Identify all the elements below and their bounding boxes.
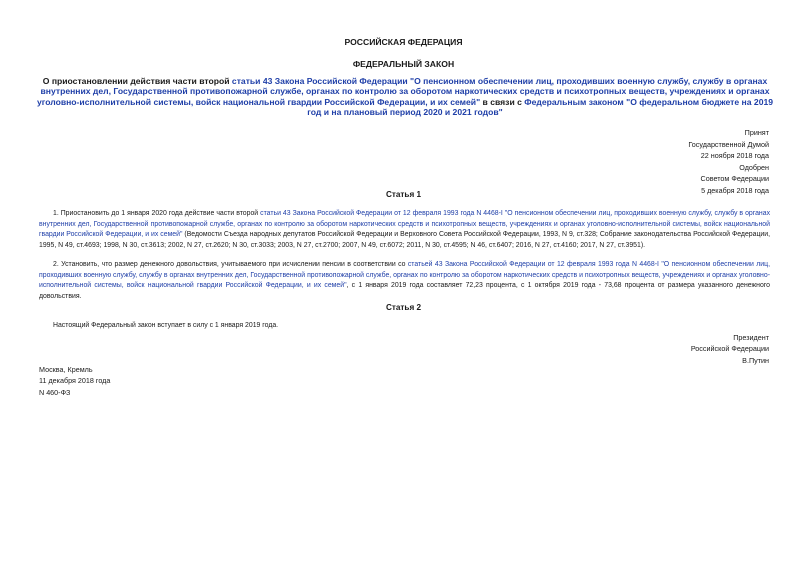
council-label: Советом Федерации	[700, 174, 769, 184]
signature-block	[691, 332, 769, 366]
adoption-block	[688, 127, 769, 197]
adopted-label: Принят	[744, 128, 769, 137]
duma-date: 22 ноября 2018 года	[700, 151, 769, 161]
place-date-block	[39, 364, 110, 398]
law-number: N 460-ФЗ	[39, 387, 71, 397]
law-title-link-article-43[interactable]: статьи 43 Закона Российской Федерации "О пенсионном обеспечении лиц, проходивших военную службу, службу в органах внутренних дел, Государственной противопожарной службе, органах по контролю за оборотом наркотических средств и психотропных веществ, учреждениях и органах уголовно-исполнительной системы, войск национальной гвардии Российской Федерации, и их семей"	[36, 76, 770, 107]
law-title-link-budget-law[interactable]: Федеральным законом "О федеральном бюджете на 2019 год и на плановый период 2020 и 2021 годов"	[307, 96, 774, 118]
duma-label: Государственной Думой	[688, 139, 769, 149]
law-type-heading: ФЕДЕРАЛЬНЫЙ ЗАКОН	[352, 59, 455, 69]
article-2-title: Статья 2	[385, 303, 422, 312]
paragraph-2-text-start: 2. Установить, что размер денежного довольствия, учитываемого при исчислении пенсии в соответствии со	[53, 261, 408, 268]
signer-name: В.Путин	[742, 355, 769, 365]
article-1-paragraph-2	[39, 260, 770, 302]
paragraph-2-text-end: , с 1 января 2019 года составляет 72,23 процента, с 1 октября 2019 года - 73,68 процента от размера указанного денежного довольствия.	[39, 282, 771, 300]
law-title-text-1: О приостановлении действия части второй	[42, 76, 232, 86]
article-1-title: Статья 1	[385, 190, 422, 199]
approved-label: Одобрен	[739, 162, 769, 172]
paragraph-1-text-start: 1. Приостановить до 1 января 2020 года действие части второй	[53, 210, 261, 217]
law-title-text-2: в связи с	[480, 96, 525, 107]
council-date: 5 декабря 2018 года	[701, 185, 769, 195]
paragraph-1-link-article-43[interactable]: статьи 43 Закона Российской Федерации от 12 февраля 1993 года N 4468-I "О пенсионном обеспечении лиц, проходивших военную службу, службу в органах внутренних дел, Государственной противопожарной службе, органах по контролю за оборотом наркотических средств и психотропных веществ, учреждениях и органах уголовно-исполнительной системы, войск национальной гвардии Российской Федерации, и их семей"	[39, 210, 771, 239]
law-title	[36, 76, 774, 118]
article-1-paragraph-1	[39, 209, 770, 251]
paragraph-2-link-article-43[interactable]: статьей 43 Закона Российской Федерации от 12 февраля 1993 года N 4468-I "О пенсионном обеспечении лиц, проходивших военную службу, службу в органах внутренних дел, Государственной противопожарной службе, органах по контролю за оборотом наркотических средств и психотропных веществ, учреждениях и органах уголовно-исполнительной системы, войск национальной гвардии Российской Федерации, и их семей"	[39, 261, 770, 290]
country-heading: РОССИЙСКАЯ ФЕДЕРАЦИЯ	[344, 37, 463, 47]
signer-position-2: Российской Федерации	[690, 344, 769, 354]
signer-position-1: Президент	[733, 333, 769, 342]
signing-date: 11 декабря 2018 года	[39, 376, 111, 386]
paragraph-1-text-end: (Ведомости Съезда народных депутатов Российской Федерации и Верховного Совета Российской Федерации, 1993, N 9, ст.328; Собрание законодательства Российской Федерации, 1995, N 49, ст.4693; 1998, N 30, ст.3613; 2002, N 27, ст.2620; N 30, ст.3033; 2003, N 27, ст.2700; 2007, N 49, ст.6072; 2011, N 30, ст.4595; N 46, ст.6407; 2016, N 27, ст.4160; 2017, N 27, ст.3951).	[39, 231, 770, 249]
article-2-paragraph: Настоящий Федеральный закон вступает в силу с 1 января 2019 года.	[53, 322, 279, 329]
signing-place: Москва, Кремль	[39, 365, 93, 374]
